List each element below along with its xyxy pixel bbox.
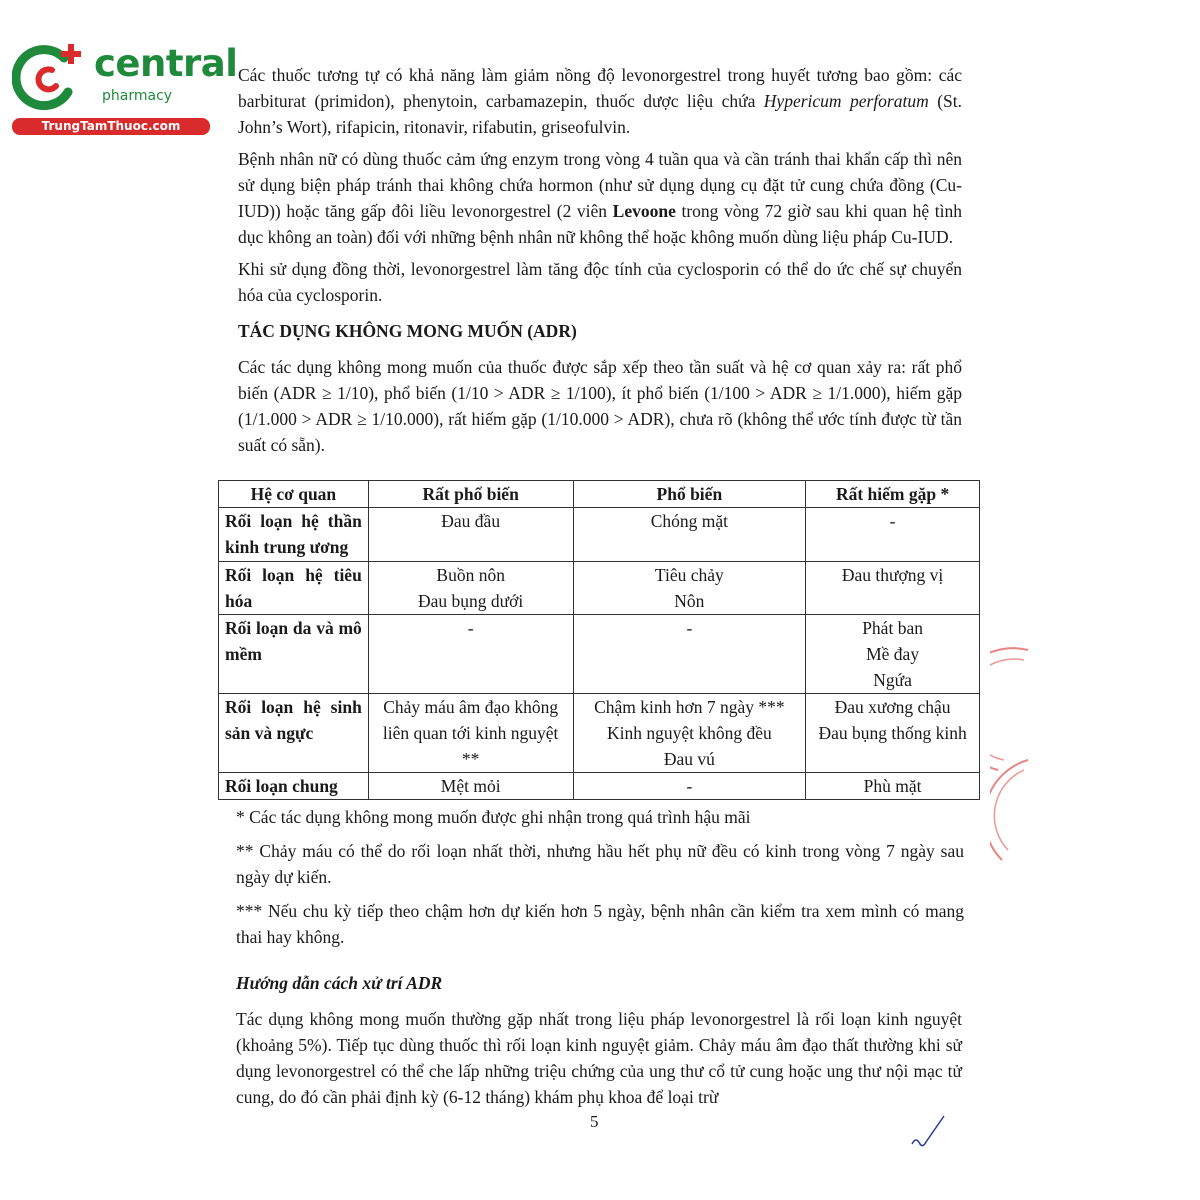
cell-line: Đau vú [663,749,715,769]
paragraph-enzyme-inducers [238,146,962,250]
table-cell-system: Rối loạn hệ tiêu hóa [219,562,369,615]
table-cell: Chảy máu âm đạo không liên quan tới kinh nguyệt ** [368,694,573,773]
text-run: (St. John’s Wort), rifapicin, ritonavir, rifabutin, griseofulvin. [238,91,962,137]
text-run: trong vòng 72 giờ sau khi quan hệ tình dục không an toàn) đối với những bệnh nhân nữ không thể hoặc không muốn dùng liệu pháp Cu-IUD. [238,201,962,247]
adr-guide-text: Tác dụng không mong muốn thường gặp nhất trong liệu pháp levonorgestrel là rối loạn kinh nguyệt (khoảng 5%). Tiếp tục dùng thuốc thì rối loạn kinh nguyệt giảm. Chảy máu âm đạo thất thường khi sử dụng levonorgestrel có thể che lấp những triệu chứng của ung thư cổ tử cung hoặc ung thư nội mạc tử cung, do đó cần phải định kỳ (6-12 tháng) khám phụ khoa để loại trừ [236,1009,962,1107]
text-run: Bệnh nhân nữ có dùng thuốc cảm ứng enzym trong vòng 4 tuần qua và cần tránh thai khẩn cấp thì nên sử dụng biện pháp tránh thai không chứa hormon (như sử dụng dụng cụ đặt tử cung chứa đồng (Cu-IUD)) hoặc tăng gấp đôi liều levonorgestrel (2 viên [238,149,962,221]
central-pharmacy-logo[interactable] [12,40,238,136]
table-cell: Phù mặt [806,773,980,800]
footnote: * Các tác dụng không mong muốn được ghi nhận trong quá trình hậu mãi [236,807,751,827]
logo-url: TrungTamThuoc.com [12,118,210,135]
table-cell [368,562,573,615]
italic-text-run: Hypericum perforatum [763,91,929,111]
cell-line: Đau bụng dưới [418,591,524,611]
table-cell [806,615,980,694]
paragraph-interactions [238,62,962,140]
cell-line: Đau bụng thống kinh [818,723,967,743]
table-header-row [219,481,980,508]
product-name: Levoone [612,201,676,221]
table-row [219,508,980,562]
cell-line: Buồn nôn [436,565,505,585]
cell-line: Tiêu chảy [654,565,724,585]
column-header: Rất phổ biến [368,481,573,508]
cell-line: Ngứa [873,670,912,690]
table-cell: Đau đầu [368,508,573,562]
cell-line: Phát ban [862,618,923,638]
column-header: Rất hiếm gặp * [806,481,980,508]
logo-subtitle: pharmacy [102,88,173,104]
table-cell-system: Rối loạn da và mô mềm [219,615,369,694]
table-cell: - [806,508,980,562]
column-header: Hệ cơ quan [219,481,369,508]
table-row [219,615,980,694]
footnote: ** Chảy máu có thể do rối loạn nhất thời, nhưng hầu hết phụ nữ đều có kinh trong vòng 7 ngày sau ngày dự kiến. [236,841,964,887]
footnote: *** Nếu chu kỳ tiếp theo chậm hơn dự kiến hơn 5 ngày, bệnh nhân cần kiểm tra xem mình có mang thai hay không. [236,901,964,947]
table-cell-system: Rối loạn hệ sinh sản và ngực [219,694,369,773]
adr-guide-heading: Hướng dẫn cách xử trí ADR [236,973,443,993]
signature-mark-icon [908,1114,948,1154]
table-row [219,773,980,800]
table-cell-system: Rối loạn hệ thần kinh trung ương [219,508,369,562]
cell-line: Đau xương chậu [834,697,951,717]
table-cell [573,562,806,615]
table-cell: - [573,615,806,694]
page-number: 5 [590,1112,599,1131]
cell-line: Nôn [674,591,705,611]
cell-line: Chậm kinh hơn 7 ngày *** [594,697,785,717]
table-cell [806,694,980,773]
text-run: Các thuốc tương tự có khả năng làm giảm nồng độ levonorgestrel trong huyết tương bao gồm: các barbiturat (primidon), phenytoin, carbamazepin, thuốc dược liệu chứa [238,65,962,111]
table-cell: - [368,615,573,694]
table-row [219,562,980,615]
paragraph-cyclosporin: Khi sử dụng đồng thời, levonorgestrel làm tăng độc tính của cyclosporin có thể do ức chế sự chuyển hóa của cyclosporin. [238,259,962,305]
section-heading-adr: TÁC DỤNG KHÔNG MONG MUỐN (ADR) [238,321,577,341]
adr-table [218,480,980,800]
adr-guide-section [236,960,962,1116]
table-footnotes [236,804,964,958]
table-cell: Chóng mặt [573,508,806,562]
table-cell-system: Rối loạn chung [219,773,369,800]
table-cell: - [573,773,806,800]
table-row [219,694,980,773]
column-header: Phổ biến [573,481,806,508]
table-cell: Đau thượng vị [806,562,980,615]
pharmacy-cross-logo-icon [12,40,88,116]
logo-name: central [94,42,238,85]
table-cell [573,694,806,773]
document-body [238,62,962,464]
paragraph-adr-frequency: Các tác dụng không mong muốn của thuốc được sắp xếp theo tần suất và hệ cơ quan xảy ra: rất phổ biến (ADR ≥ 1/10), phổ biến (1/10 > ADR ≥ 1/100), ít phổ biến (1/100 > ADR ≥ 1/1.000), hiếm gặp (1/1.000 > ADR ≥ 1/10.000), rất hiếm gặp (1/10.000 > ADR), chưa rõ (không thể ước tính được từ tần suất có sẵn). [238,357,962,455]
cell-line: Kinh nguyệt không đều [606,723,772,743]
cell-line: Mề đay [866,644,920,664]
table-cell: Mệt mỏi [368,773,573,800]
red-seal-stamp-icon [990,640,1030,880]
